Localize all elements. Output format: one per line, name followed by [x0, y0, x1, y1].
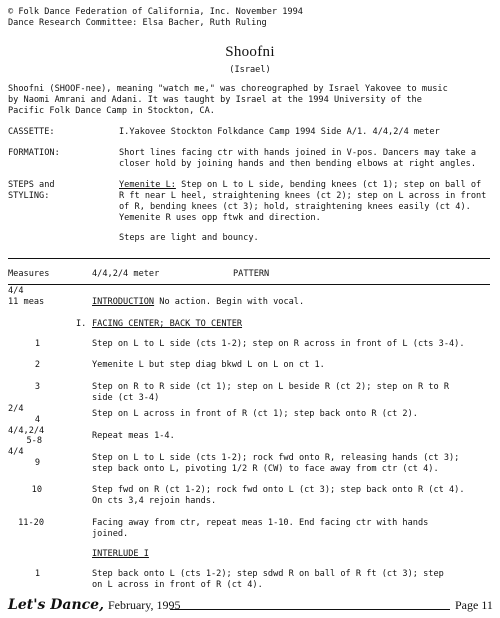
measure-4-text: Step on L across in front of R (ct 1); step back onto R (ct 2).	[92, 409, 418, 419]
interlude-1-line-2: on L across in front of R (ct 4).	[92, 580, 263, 590]
header-divider	[8, 284, 490, 285]
intro-row	[92, 297, 304, 307]
section-number: I.	[76, 319, 87, 329]
measure-10-line-1: Step fwd on R (ct 1-2); rock fwd onto L (ct 3); step back onto R (ct 4).	[92, 485, 465, 495]
cassette-value: I.Yakovee Stockton Folkdance Camp 1994 Side A/1. 4/4,2/4 meter	[119, 127, 440, 137]
page-number: Page 11	[455, 598, 493, 612]
meter-marker: 4/4	[8, 286, 24, 296]
intro-heading: INTRODUCTION	[92, 297, 155, 307]
measure-2-text: Yemenite L but step diag bkwd L on L on ct 1.	[92, 360, 325, 370]
formation-line-2: closer hold by joining hands and then bending elbows at right angles.	[119, 159, 476, 169]
steps-line-4: Yemenite R uses opp ftwk and direction.	[119, 213, 321, 223]
meter-marker: 4/4	[8, 447, 24, 457]
measure-number: 9	[34, 458, 40, 468]
steps-line-1-rest: Step on L to L side, bending knees (ct 1); step on ball of	[175, 180, 482, 190]
meter-marker: 4/4,2/4	[8, 426, 45, 436]
measure-9-line-2: step back onto L, pivoting 1/2 R (CW) to face away from ctr (ct 4).	[92, 464, 439, 474]
footer-rule	[170, 609, 450, 610]
formation-line-1: Short lines facing ctr with hands joined in V-pos. Dancers may take a	[119, 148, 476, 158]
intro-line-2: by Naomi Amrani and Adani. It was taught by Israel at the 1994 University of the	[8, 95, 422, 105]
measure-number: 11-20	[18, 518, 44, 528]
footer	[8, 596, 181, 614]
measure-5-8-text: Repeat meas 1-4.	[92, 431, 175, 441]
intro-line-1: Shoofni (SHOOF-nee), meaning "watch me," was choreographed by Israel Yakovee to music	[8, 84, 448, 94]
interlude-1-line-1: Step back onto L (cts 1-2); step sdwd R on ball of R ft (ct 3); step	[92, 569, 444, 579]
formation-label: FORMATION:	[8, 148, 60, 158]
cassette-label: CASSETTE:	[8, 127, 55, 137]
measure-number: 11 meas	[8, 297, 45, 307]
measure-9-line-1: Step on L to L side (cts 1-2); rock fwd onto R, releasing hands (ct 3);	[92, 453, 460, 463]
section-title: FACING CENTER; BACK TO CENTER	[92, 319, 243, 329]
steps-line-3: of R, bending knees (ct 3); hold, straightening knees easily (ct 4).	[119, 202, 471, 212]
top-divider	[8, 258, 490, 259]
measure-3-line-2: side (ct 3-4)	[92, 393, 160, 403]
measure-number: 1	[34, 569, 40, 579]
measure-number: 3	[34, 382, 40, 392]
measure-number: 2	[34, 360, 40, 370]
measure-number: 10	[31, 485, 42, 495]
measure-number: 1	[34, 339, 40, 349]
copyright-line: © Folk Dance Federation of California, Inc. November 1994	[8, 7, 303, 17]
steps-line-1	[119, 180, 481, 190]
steps-note: Steps are light and bouncy.	[119, 233, 259, 243]
measure-11-20-line-1: Facing away from ctr, repeat meas 1-10. End facing ctr with hands	[92, 518, 429, 528]
meter-marker: 2/4	[8, 404, 24, 414]
steps-label-2: STYLING:	[8, 191, 50, 201]
intro-text: No action. Begin with vocal.	[154, 297, 305, 307]
measures-heading: Measures	[8, 269, 50, 279]
issue-date: February, 1995	[107, 598, 181, 612]
yemenite-term: Yemenite L:	[119, 180, 176, 190]
measure-number: 4	[34, 415, 40, 425]
measure-1-text: Step on L to L side (cts 1-2); step on R across in front of L (cts 3-4).	[92, 339, 465, 349]
interlude-title: INTERLUDE I	[92, 549, 149, 559]
magazine-brand: Let's Dance,	[8, 597, 104, 613]
meter-heading: 4/4,2/4 meter	[92, 269, 160, 279]
intro-line-3: Pacific Folk Dance Camp in Stockton, CA.	[8, 106, 215, 116]
pattern-heading: PATTERN	[233, 269, 270, 279]
measure-10-line-2: On cts 3,4 rejoin hands.	[92, 496, 217, 506]
committee-line: Dance Research Committee: Elsa Bacher, Ruth Ruling	[8, 18, 267, 28]
measure-11-20-line-2: joined.	[92, 529, 129, 539]
measure-number: 5-8	[26, 436, 42, 446]
steps-label-1: STEPS and	[8, 180, 55, 190]
steps-line-2: R ft near L heel, straightening knees (ct 2); step on L across in front	[119, 191, 487, 201]
dance-origin: (Israel)	[229, 65, 271, 75]
dance-title: Shoofni	[225, 44, 275, 60]
measure-3-line-1: Step on R to R side (ct 1); step on L beside R (ct 2); step on R to R	[92, 382, 449, 392]
